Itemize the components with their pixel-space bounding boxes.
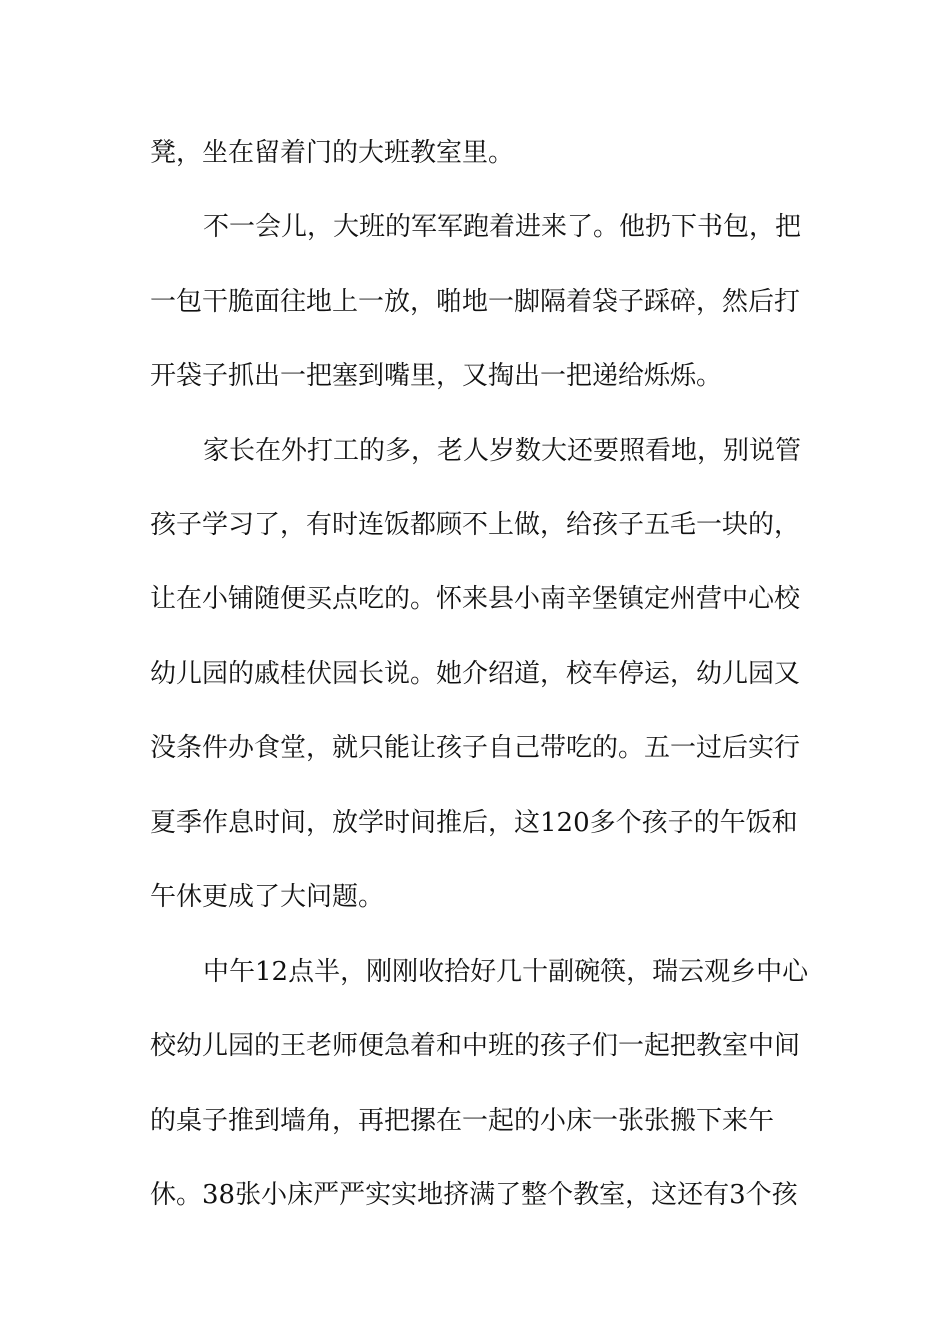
text-line: 家长在外打工的多，老人岁数大还要照看地，别说管	[203, 436, 802, 466]
text-line: 不一会儿，大班的军军跑着进来了。他扔下书包，把	[203, 212, 802, 242]
text-line: 校幼儿园的王老师便急着和中班的孩子们一起把教室中间	[150, 1031, 801, 1061]
text-line: 一包干脆面往地上一放，啪地一脚隔着袋子踩碎，然后打	[150, 287, 801, 317]
text-line: 夏季作息时间，放学时间推后，这120多个孩子的午饭和	[150, 808, 798, 838]
text-line: 开袋子抓出一把塞到嘴里，又掏出一把递给烁烁。	[150, 361, 723, 391]
text-line: 的桌子推到墙角，再把摞在一起的小床一张张搬下来午	[150, 1106, 775, 1136]
text-line: 让在小铺随便买点吃的。怀来县小南辛堡镇定州营中心校	[150, 584, 801, 614]
text-line: 午休更成了大问题。	[150, 882, 385, 912]
text-line: 中午12点半，刚刚收拾好几十副碗筷，瑞云观乡中心	[203, 957, 809, 987]
text-line: 幼儿园的戚桂伏园长说。她介绍道，校车停运，幼儿园又	[150, 659, 801, 689]
text-line: 凳，坐在留着门的大班教室里。	[150, 138, 515, 168]
text-line: 休。38张小床严严实实地挤满了整个教室，这还有3个孩	[150, 1180, 798, 1210]
text-line: 孩子学习了，有时连饭都顾不上做，给孩子五毛一块的，	[150, 510, 801, 540]
text-line: 没条件办食堂，就只能让孩子自己带吃的。五一过后实行	[150, 733, 801, 763]
